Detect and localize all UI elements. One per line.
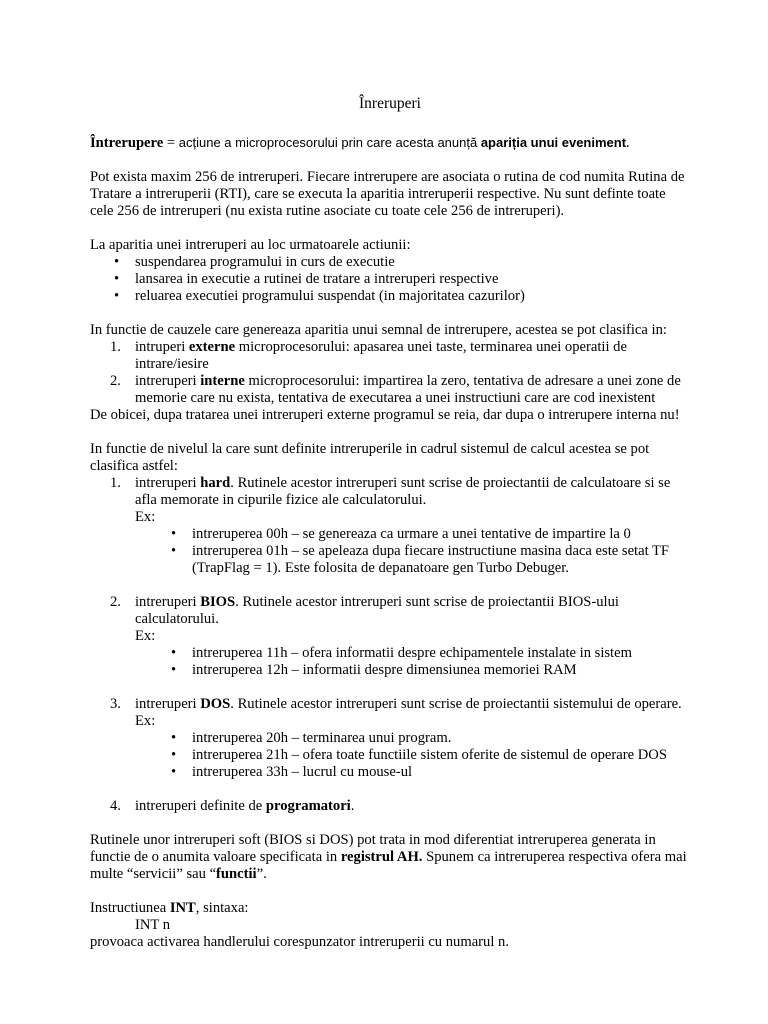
levels-heading: In functie de nivelul la care sunt definite intreruperile in cadrul sistemul de calcul acestea se pot clasifica astfel: bbox=[90, 441, 650, 474]
ex-label: Ex: bbox=[135, 509, 156, 525]
soft-paragraph: Rutinele unor intreruperi soft (BIOS si DOS) pot trata in mod diferentiat intreruperea generata in functie de o anumita valoare specificata in registrul AH. Spunem ca intreruperea respectiva ofera mai multe “servicii” sau “functii”. bbox=[90, 832, 687, 882]
ex-label: Ex: bbox=[135, 628, 156, 644]
causes-heading: In functie de cauzele care genereaza aparitia unui semnal de intrerupere, acestea se pot clasifica in: bbox=[90, 322, 667, 338]
list-item: • intreruperea 12h – informatii despre dimensiunea memoriei RAM bbox=[171, 662, 577, 678]
definition-term: Întrerupere bbox=[90, 135, 164, 151]
list-item: • intreruperea 33h – lucrul cu mouse-ul bbox=[171, 764, 413, 780]
instr-syntax: INT n bbox=[135, 917, 170, 933]
list-item: 2. intreruperi interne microprocesorului: impartirea la zero, tentativa de adresare a unei zone de memorie care nu exista, tentativa de executarea a unei instructiuni care are cod inexistent bbox=[110, 373, 681, 406]
instr-description: provoaca activarea handlerului corespunzator intreruperii cu numarul n. bbox=[90, 934, 509, 950]
list-item: • lansarea in executie a rutinei de tratare a intreruperi respective bbox=[114, 271, 499, 287]
list-item-bios: 2. intreruperi BIOS. Rutinele acestor intreruperi sunt scrise de proiectantii BIOS-ului calculatorului. bbox=[110, 594, 619, 627]
intro-paragraph: Pot exista maxim 256 de intreruperi. Fiecare intrerupere are asociata o rutina de cod numita Rutina de Tratare a intreruperii (RTI), care se executa la aparitia intreruperii respective. Nu sunt definte toate cele 256 de intreruperi (nu exista rutine asociate cu toate cele 256 de intreruperi). bbox=[90, 169, 685, 219]
list-item: • intreruperea 20h – terminarea unui program. bbox=[171, 730, 452, 746]
document-body bbox=[90, 95, 690, 951]
list-item: • reluarea executiei programului suspendat (in majoritatea cazurilor) bbox=[114, 288, 525, 304]
list-item: 1. intruperi externe microprocesorului: apasarea unei taste, terminarea unei operatii de intrare/iesire bbox=[110, 339, 627, 372]
definition-end: . bbox=[626, 135, 630, 151]
list-item: • suspendarea programului in curs de executie bbox=[114, 254, 395, 270]
list-item: • intreruperea 11h – ofera informatii despre echipamentele instalate in sistem bbox=[171, 645, 632, 661]
list-item-dos: 3. intreruperi DOS. Rutinele acestor intreruperi sunt scrise de proiectantii sistemului de operare. bbox=[110, 696, 682, 712]
definition-equals: = bbox=[163, 135, 179, 151]
page-title: Înreruperi bbox=[359, 95, 421, 112]
instr-heading: Instructiunea INT, sintaxa: bbox=[90, 900, 249, 916]
definition-paragraph bbox=[90, 134, 690, 152]
list-item-hard: 1. intreruperi hard. Rutinele acestor intreruperi sunt scrise de proiectantii de calculatoare si se afla memorate in cipurile fizice ale calculatorului. bbox=[110, 475, 671, 508]
definition-text: acțiune a microprocesorului prin care acesta anunță bbox=[178, 135, 481, 150]
definition-bold: apariția unui eveniment bbox=[480, 135, 627, 150]
ex-label: Ex: bbox=[135, 713, 156, 729]
list-item: • intreruperea 00h – se genereaza ca urmare a unei tentative de impartire la 0 bbox=[171, 526, 631, 542]
list-item-programmers: 4. intreruperi definite de programatori. bbox=[110, 798, 355, 814]
list-item: • intreruperea 21h – ofera toate functiile sistem oferite de sistemul de operare DOS bbox=[171, 747, 667, 763]
list-item: • intreruperea 01h – se apeleaza dupa fiecare instructiune masina daca este setat TF (TrapFlag = 1). Este folosita de depanatoare gen Turbo Debuger. bbox=[171, 543, 670, 576]
causes-note: De obicei, dupa tratarea unei intreruperi externe programul se reia, dar dupa o intrerupere interna nu! bbox=[90, 407, 680, 423]
actions-heading: La aparitia unei intreruperi au loc urmatoarele actiunii: bbox=[90, 237, 411, 253]
